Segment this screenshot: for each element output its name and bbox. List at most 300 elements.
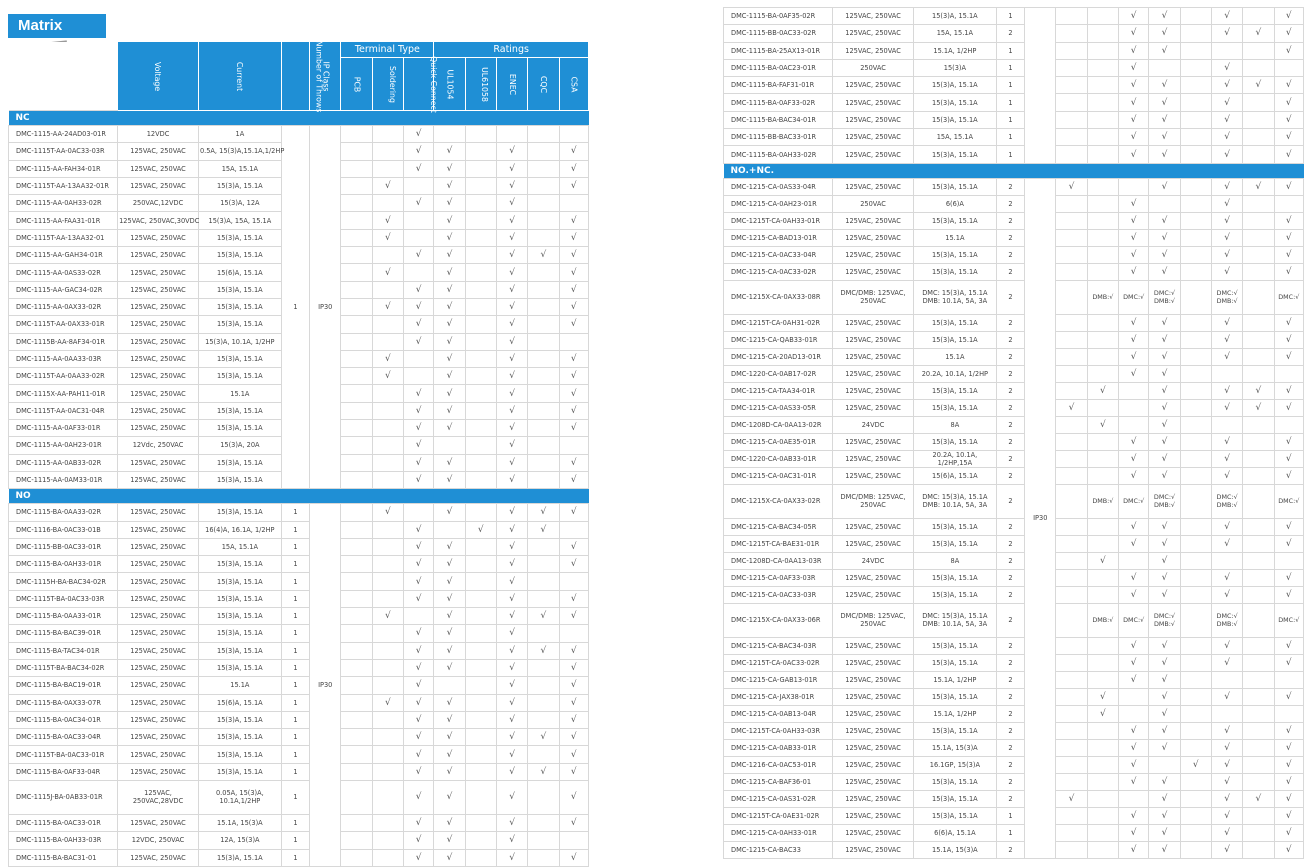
current-cell: 15(3)A, 15.1A <box>913 586 996 603</box>
current-cell: 15(3)A, 15.1A <box>198 849 281 866</box>
table-row <box>724 229 1304 246</box>
voltage-cell: 125VAC, 250VAC <box>118 229 199 246</box>
cqc-cell <box>1243 331 1274 348</box>
csa-cell: √ <box>1274 246 1303 263</box>
throws-cell: 2 <box>996 552 1024 569</box>
enec-cell: √ <box>1211 841 1242 858</box>
voltage-cell: 125VAC, 250VAC <box>833 773 914 790</box>
csa-cell: DMC:√ <box>1274 280 1303 314</box>
pcb-cell <box>341 746 372 763</box>
pcb-cell <box>1056 518 1087 535</box>
model-cell: DMC-1115-BA-0AX33-07R <box>9 694 118 711</box>
ul1054-cell: √ <box>1149 399 1180 416</box>
table-row <box>724 569 1304 586</box>
voltage-header <box>118 42 199 111</box>
model-cell: DMC-1215-CA-0AC33-04R <box>724 246 833 263</box>
csa-cell: √ <box>1274 382 1303 399</box>
ul61058-cell <box>1180 263 1211 280</box>
table-row <box>724 756 1304 773</box>
pcb-cell <box>341 573 372 590</box>
soldering-cell <box>1087 671 1118 688</box>
cqc-cell <box>1243 129 1274 146</box>
pcb-cell <box>341 298 372 315</box>
csa-cell <box>1274 552 1303 569</box>
soldering-cell <box>1087 42 1118 59</box>
ul61058-cell <box>465 694 496 711</box>
current-cell: DMC: 15(3)A, 15.1A DMB: 10.1A, 5A, 3A <box>913 603 996 637</box>
csa-cell: √ <box>559 659 588 676</box>
quick-connect-cell: √ <box>404 849 434 866</box>
ul61058-cell <box>465 454 496 471</box>
current-cell: 15.1A <box>198 385 281 402</box>
ul1054-cell: √ <box>1149 552 1180 569</box>
voltage-cell: 125VAC, 250VAC <box>833 42 914 59</box>
enec-cell: √ <box>1211 569 1242 586</box>
enec-cell: √ <box>1211 773 1242 790</box>
csa-cell: √ <box>1274 8 1303 25</box>
pcb-cell <box>1056 739 1087 756</box>
pcb-cell <box>341 694 372 711</box>
enec-cell: √ <box>1211 586 1242 603</box>
pcb-cell <box>341 642 372 659</box>
enec-cell: √ <box>496 849 527 866</box>
pcb-cell: √ <box>1056 178 1087 195</box>
pcb-cell <box>1056 314 1087 331</box>
quick-connect-cell: √ <box>404 420 434 437</box>
csa-cell: DMC:√ <box>1274 603 1303 637</box>
table-row <box>724 467 1304 484</box>
model-cell: DMC-1215-CA-0AC33-03R <box>724 586 833 603</box>
ul1054-cell: √ <box>1149 807 1180 824</box>
csa-cell: √ <box>559 316 588 333</box>
enec-cell: √ <box>496 316 527 333</box>
current-cell: 16.1GP, 15(3)A <box>913 756 996 773</box>
cqc-cell <box>528 212 559 229</box>
voltage-cell: 125VAC, 250VAC <box>833 111 914 128</box>
csa-cell: √ <box>559 729 588 746</box>
section-no-nc: NO.+NC. <box>724 163 1304 178</box>
enec-cell: √ <box>1211 688 1242 705</box>
pcb-cell <box>1056 229 1087 246</box>
pcb-cell <box>1056 195 1087 212</box>
enec-cell: √ <box>496 402 527 419</box>
pcb-cell <box>341 454 372 471</box>
enec-cell: DMC:√ DMB:√ <box>1211 280 1242 314</box>
ul1054-cell: √ <box>1149 569 1180 586</box>
pcb-cell <box>1056 280 1087 314</box>
quick-connect-cell: √ <box>1119 195 1149 212</box>
pcb-cell <box>341 625 372 642</box>
table-row <box>724 94 1304 111</box>
csa-cell: √ <box>1274 331 1303 348</box>
pcb-cell <box>1056 603 1087 637</box>
model-cell: DMC-1208D-CA-0AA13-02R <box>724 416 833 433</box>
pcb-cell <box>341 420 372 437</box>
table-row <box>724 450 1304 467</box>
current-cell: 15(3)A, 15.1A <box>913 146 996 163</box>
enec-cell: √ <box>1211 450 1242 467</box>
ul61058-cell <box>465 471 496 488</box>
current-cell: 15(3)A, 15.1A <box>198 573 281 590</box>
current-cell: 15.1A, 1/2HP <box>913 705 996 722</box>
cqc-cell <box>1243 773 1274 790</box>
model-cell: DMC-1115-BA-0AF35-02R <box>724 8 833 25</box>
throws-cell: 2 <box>996 569 1024 586</box>
model-cell: DMC-1215-CA-BAC34-03R <box>724 637 833 654</box>
table-row <box>9 590 589 607</box>
voltage-cell: 125VAC, 250VAC <box>118 368 199 385</box>
ul1054-cell: √ <box>1149 722 1180 739</box>
quick-connect-cell: √ <box>404 694 434 711</box>
quick-connect-cell <box>404 229 434 246</box>
ul61058-cell <box>465 229 496 246</box>
ul1054-cell: √ <box>434 832 465 849</box>
voltage-cell: 125VAC, 250VAC <box>833 365 914 382</box>
ul61058-cell <box>1180 8 1211 25</box>
model-cell: DMC-1215T-CA-0AH31-02R <box>724 314 833 331</box>
throws-cell: 2 <box>996 790 1024 807</box>
cqc-cell <box>1243 552 1274 569</box>
pcb-cell <box>1056 637 1087 654</box>
enec-cell: √ <box>496 471 527 488</box>
table-row <box>724 807 1304 824</box>
model-cell: DMC-1115-AA-0AX33-02R <box>9 298 118 315</box>
cqc-cell <box>528 780 559 814</box>
model-cell: DMC-1115-AA-FAH34-01R <box>9 160 118 177</box>
cqc-cell <box>528 471 559 488</box>
throws-cell: 1 <box>996 807 1024 824</box>
soldering-cell <box>372 763 403 780</box>
pcb-cell <box>341 126 372 143</box>
enec-cell: √ <box>496 642 527 659</box>
model-cell: DMC-1115-BA-0AH33-01R <box>9 556 118 573</box>
pcb-cell <box>1056 348 1087 365</box>
header-label: Quick Connect <box>428 55 438 113</box>
header-label: Soldering <box>387 65 397 103</box>
model-cell: DMC-1215X-CA-0AX33-02R <box>724 484 833 518</box>
ul1054-cell: √ <box>434 471 465 488</box>
throws-cell: 2 <box>996 246 1024 263</box>
terminal-type-header: Terminal Type <box>341 42 434 58</box>
throws-cell: 1 <box>996 8 1024 25</box>
pcb-cell <box>341 195 372 212</box>
quick-connect-cell: √ <box>404 832 434 849</box>
model-cell: DMC-1115B-AA-8AF34-01R <box>9 333 118 350</box>
pcb-cell <box>341 247 372 264</box>
throws-cell: 1 <box>996 824 1024 841</box>
quick-connect-cell: √ <box>1119 25 1149 42</box>
throws-cell: 2 <box>996 195 1024 212</box>
voltage-cell: 125VAC, 250VAC <box>118 471 199 488</box>
quick-connect-cell: √ <box>1119 450 1149 467</box>
csa-cell: √ <box>1274 314 1303 331</box>
voltage-cell: 125VAC, 250VAC <box>833 314 914 331</box>
voltage-cell: 125VAC, 250VAC <box>118 729 199 746</box>
header-label: Number of Throws <box>314 40 324 112</box>
soldering-cell <box>1087 178 1118 195</box>
current-cell: 15(3)A, 15.1A <box>913 569 996 586</box>
pcb-cell <box>1056 569 1087 586</box>
pcb-cell <box>1056 246 1087 263</box>
model-cell: DMC-1216-CA-0AC53-01R <box>724 756 833 773</box>
ul61058-cell <box>1180 280 1211 314</box>
cqc-cell <box>1243 671 1274 688</box>
quick-connect-cell: √ <box>1119 129 1149 146</box>
quick-connect-cell: √ <box>404 642 434 659</box>
throws-cell: 1 <box>281 729 309 746</box>
cqc-cell <box>1243 705 1274 722</box>
pcb-cell <box>1056 552 1087 569</box>
throws-cell: 1 <box>281 763 309 780</box>
soldering-cell <box>372 521 403 538</box>
csa-cell: √ <box>1274 569 1303 586</box>
table-row <box>724 586 1304 603</box>
ul61058-cell <box>1180 603 1211 637</box>
pcb-cell <box>341 471 372 488</box>
quick-connect-cell: √ <box>404 729 434 746</box>
cqc-cell <box>1243 348 1274 365</box>
quick-connect-cell: √ <box>1119 8 1149 25</box>
enec-cell: √ <box>1211 111 1242 128</box>
pcb-cell <box>341 143 372 160</box>
model-cell: DMC-1115-AA-0AB33-02R <box>9 454 118 471</box>
table-row <box>724 25 1304 42</box>
enec-cell: √ <box>1211 229 1242 246</box>
quick-connect-cell: √ <box>1119 671 1149 688</box>
model-cell: DMC-1115T-BA-0AC33-03R <box>9 590 118 607</box>
pcb-cell <box>341 229 372 246</box>
voltage-cell: 125VAC, 250VAC <box>118 333 199 350</box>
enec-cell <box>496 126 527 143</box>
soldering-header <box>372 58 403 111</box>
soldering-cell: DMB:√ <box>1087 603 1118 637</box>
table-row <box>9 832 589 849</box>
pcb-cell <box>1056 129 1087 146</box>
soldering-cell <box>372 573 403 590</box>
ul61058-cell <box>1180 824 1211 841</box>
current-cell: 15(3)A, 15.1A <box>913 688 996 705</box>
cqc-cell <box>528 195 559 212</box>
enec-cell: √ <box>1211 212 1242 229</box>
ul1054-cell: DMC:√ DMB:√ <box>1149 484 1180 518</box>
soldering-cell <box>372 454 403 471</box>
cqc-cell <box>528 659 559 676</box>
table-row <box>724 8 1304 25</box>
throws-cell: 2 <box>996 382 1024 399</box>
throws-cell: 2 <box>996 603 1024 637</box>
table-row <box>9 573 589 590</box>
table-row <box>9 642 589 659</box>
enec-cell <box>1211 552 1242 569</box>
enec-cell: √ <box>1211 25 1242 42</box>
ul61058-header <box>465 58 496 111</box>
cqc-cell <box>1243 365 1274 382</box>
pcb-cell <box>1056 841 1087 858</box>
model-cell: DMC-1115-BA-0AF33-04R <box>9 763 118 780</box>
cqc-cell: √ <box>528 608 559 625</box>
csa-cell: √ <box>1274 637 1303 654</box>
ul61058-cell <box>1180 688 1211 705</box>
ul61058-cell <box>465 814 496 831</box>
quick-connect-cell <box>1119 552 1149 569</box>
ul61058-cell <box>1180 433 1211 450</box>
cqc-cell <box>528 538 559 555</box>
ul61058-cell <box>465 677 496 694</box>
ul1054-cell: DMC:√ DMB:√ <box>1149 603 1180 637</box>
csa-cell: √ <box>1274 841 1303 858</box>
throws-cell: 2 <box>996 178 1024 195</box>
enec-cell: √ <box>496 229 527 246</box>
pcb-cell <box>341 368 372 385</box>
voltage-cell: 125VAC, 250VAC <box>833 824 914 841</box>
enec-cell: √ <box>1211 433 1242 450</box>
page-title: Matrix <box>8 14 106 38</box>
ip-cell: IP30 <box>310 504 341 867</box>
table-row <box>724 42 1304 59</box>
soldering-cell <box>1087 59 1118 76</box>
voltage-cell: 125VAC, 250VAC <box>833 433 914 450</box>
quick-connect-cell: √ <box>404 160 434 177</box>
soldering-cell <box>372 126 403 143</box>
current-cell: 15(3)A, 15.1A <box>913 246 996 263</box>
csa-cell: √ <box>559 264 588 281</box>
enec-cell: √ <box>1211 467 1242 484</box>
enec-cell: √ <box>1211 246 1242 263</box>
ul1054-cell: √ <box>434 368 465 385</box>
cqc-cell <box>1243 824 1274 841</box>
ul61058-cell <box>465 333 496 350</box>
pcb-header <box>341 58 372 111</box>
enec-cell: √ <box>496 420 527 437</box>
voltage-cell: 125VAC, 250VAC <box>118 625 199 642</box>
enec-cell: √ <box>1211 8 1242 25</box>
ul1054-cell: √ <box>434 247 465 264</box>
voltage-cell: 125VAC, 250VAC <box>833 467 914 484</box>
ul61058-cell <box>465 160 496 177</box>
cqc-cell <box>528 264 559 281</box>
soldering-cell <box>1087 756 1118 773</box>
current-header <box>198 42 281 111</box>
cqc-cell: √ <box>528 521 559 538</box>
csa-cell: √ <box>1274 654 1303 671</box>
soldering-cell <box>372 333 403 350</box>
model-cell: DMC-1215-CA-0AH33-01R <box>724 824 833 841</box>
table-row <box>9 711 589 728</box>
model-cell: DMC-1115T-AA-0AA33-02R <box>9 368 118 385</box>
enec-cell: √ <box>1211 722 1242 739</box>
csa-cell: √ <box>1274 773 1303 790</box>
quick-connect-cell: √ <box>404 143 434 160</box>
voltage-cell: 125VAC, 250VAC <box>833 146 914 163</box>
ul1054-cell <box>434 126 465 143</box>
ul61058-cell <box>1180 229 1211 246</box>
throws-cell: 1 <box>281 780 309 814</box>
soldering-cell <box>1087 399 1118 416</box>
ul61058-cell <box>1180 331 1211 348</box>
enec-cell: √ <box>496 538 527 555</box>
current-cell: 15A, 15.1A <box>198 538 281 555</box>
ul1054-cell: √ <box>434 763 465 780</box>
quick-connect-cell: √ <box>404 659 434 676</box>
current-cell: 15(3)A, 15.1A <box>913 773 996 790</box>
ul61058-cell <box>465 659 496 676</box>
csa-cell: √ <box>559 177 588 194</box>
enec-cell: √ <box>496 504 527 521</box>
ul1054-cell: √ <box>434 212 465 229</box>
pcb-cell <box>341 160 372 177</box>
voltage-cell: 125VAC, 250VAC <box>118 350 199 367</box>
cqc-cell <box>1243 603 1274 637</box>
soldering-cell <box>1087 365 1118 382</box>
csa-cell: √ <box>1274 212 1303 229</box>
pcb-cell <box>1056 42 1087 59</box>
throws-cell: 1 <box>281 573 309 590</box>
model-cell: DMC-1215T-CA-0AH33-01R <box>724 212 833 229</box>
quick-connect-cell <box>404 264 434 281</box>
table-row <box>9 521 589 538</box>
csa-cell: √ <box>559 402 588 419</box>
current-cell: 15(3)A, 15.1A <box>913 111 996 128</box>
quick-connect-cell <box>1119 382 1149 399</box>
enec-cell: √ <box>1211 348 1242 365</box>
cqc-cell <box>528 677 559 694</box>
model-cell: DMC-1115-BB-0AC33-02R <box>724 25 833 42</box>
quick-connect-cell: √ <box>404 711 434 728</box>
ul1054-cell: √ <box>1149 212 1180 229</box>
quick-connect-cell: √ <box>1119 42 1149 59</box>
csa-cell: √ <box>559 229 588 246</box>
throws-cell: 2 <box>996 450 1024 467</box>
soldering-cell: √ <box>1087 382 1118 399</box>
throws-cell: 2 <box>996 229 1024 246</box>
model-cell: DMC-1115-BB-0AC33-01R <box>9 538 118 555</box>
ul1054-cell: √ <box>1149 263 1180 280</box>
current-cell: 15(3)A, 15.1A <box>198 729 281 746</box>
cqc-cell <box>528 160 559 177</box>
ul1054-cell: √ <box>434 556 465 573</box>
voltage-cell: 125VAC, 250VAC <box>833 637 914 654</box>
table-row <box>724 637 1304 654</box>
soldering-cell <box>1087 467 1118 484</box>
soldering-cell <box>372 437 403 454</box>
voltage-cell: 125VAC, 250VAC <box>833 77 914 94</box>
ul1054-cell: √ <box>434 402 465 419</box>
cqc-cell <box>1243 756 1274 773</box>
ul1054-cell: √ <box>1149 416 1180 433</box>
ul61058-cell <box>465 729 496 746</box>
cqc-cell <box>528 590 559 607</box>
ul61058-cell <box>1180 77 1211 94</box>
quick-connect-cell: √ <box>1119 146 1149 163</box>
cqc-cell: √ <box>528 729 559 746</box>
throws-cell: 1 <box>281 126 309 489</box>
csa-cell <box>559 126 588 143</box>
voltage-cell: 125VAC, 250VAC <box>118 143 199 160</box>
current-cell: 15(3)A, 15.1A <box>913 535 996 552</box>
current-cell: 15(3)A, 15.1A <box>198 229 281 246</box>
ul1054-cell: √ <box>434 316 465 333</box>
soldering-cell <box>372 711 403 728</box>
quick-connect-cell: √ <box>1119 229 1149 246</box>
voltage-cell: 125VAC, 250VAC <box>833 654 914 671</box>
csa-cell: √ <box>1274 229 1303 246</box>
soldering-cell <box>1087 111 1118 128</box>
voltage-cell: 24VDC <box>833 552 914 569</box>
ul1054-cell: √ <box>1149 8 1180 25</box>
voltage-cell: 12VDC <box>118 126 199 143</box>
enec-cell: √ <box>496 247 527 264</box>
enec-cell: √ <box>496 212 527 229</box>
